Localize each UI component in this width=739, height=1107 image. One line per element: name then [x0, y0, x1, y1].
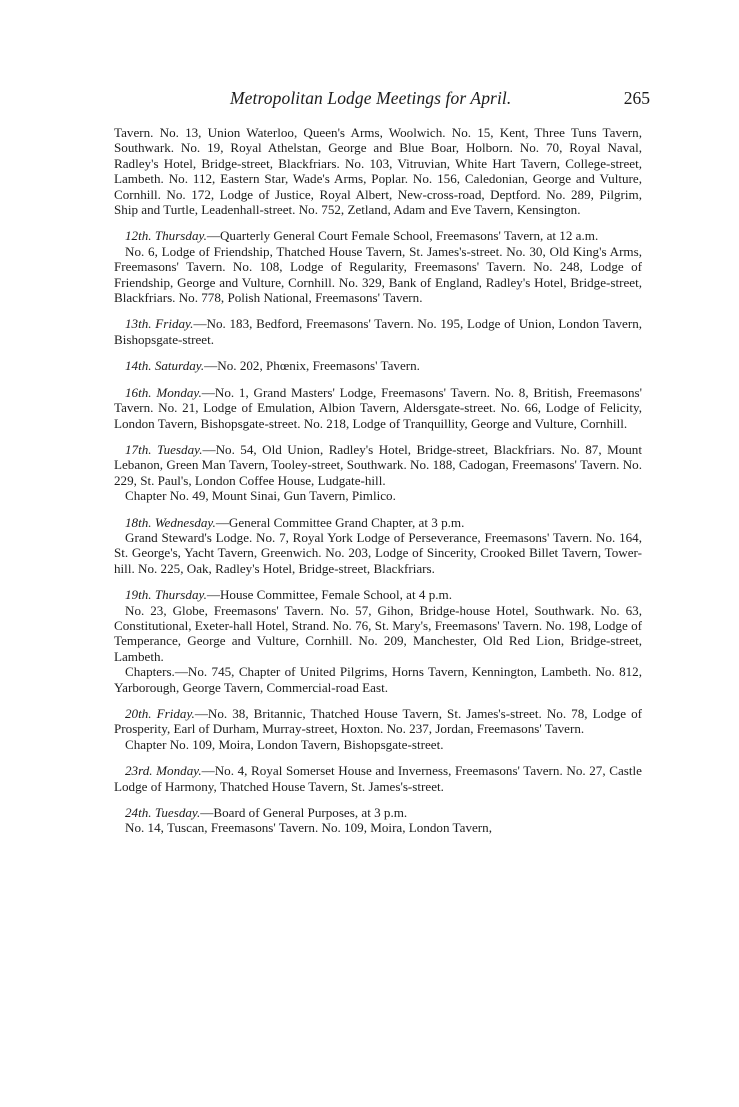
meeting-entry [114, 515, 642, 577]
meeting-entry [114, 587, 642, 695]
meeting-entry [114, 358, 642, 373]
meeting-entry [114, 706, 642, 752]
entry-paragraph [114, 385, 642, 431]
entry-paragraph [114, 664, 642, 695]
entry-date-day: 17th. Tuesday. [125, 441, 203, 457]
entry-text: No. 23, Globe, Freemasons' Tavern. No. 57, Gihon, Bridge-house Hotel, Southwark. No. 63, Constitutional, Exeter-hall Hotel, Strand. No. 76, St. Mary's, Freemasons' Tavern. No. 198, Lodge of Temperance, George and Vulture, Cornhill. No. 209, Manchester, Old Red Lion, Bridge-street, Lambeth. [114, 602, 642, 664]
entry-text: —Quarterly General Court Female School, Freemasons' Tavern, at 12 a.m. [206, 228, 599, 244]
entry-date-day: 23rd. Monday. [125, 763, 202, 779]
entry-paragraph [114, 244, 642, 306]
entry-text: No. 14, Tuscan, Freemasons' Tavern. No. 109, Moira, London Tavern, [125, 820, 492, 836]
entry-text: —No. 1, Grand Masters' Lodge, Freemasons' Tavern. No. 8, British, Freemasons' Tavern. No. 21, Lodge of Emulation, Albion Tavern, Aldersgate-street. No. 66, Lodge of Felicity, London Tavern, Bishopsgate-street. No. 218, Lodge of Tranquillity, George and Vulture, Cornhill. [114, 384, 642, 431]
entry-text: Chapter No. 49, Mount Sinai, Gun Tavern, Pimlico. [125, 488, 396, 504]
entry-paragraph [114, 442, 642, 488]
entry-date-day: 18th. Wednesday. [125, 514, 216, 530]
entry-text: —No. 54, Old Union, Radley's Hotel, Bridge-street, Blackfriars. No. 87, Mount Lebanon, Green Man Tavern, Tooley-street, Southwark. No. 188, Cadogan, Freemasons' Tavern. No. 229, St. Paul's, London Coffee House, Ludgate-hill. [114, 441, 642, 488]
entry-paragraph [114, 737, 642, 752]
entry-text: —Board of General Purposes, at 3 p.m. [200, 805, 408, 821]
entry-text: Tavern. No. 13, Union Waterloo, Queen's Arms, Woolwich. No. 15, Kent, Three Tuns Tavern, Southwark. No. 19, Royal Athelstan, George and Blue Boar, Holborn. No. 70, Royal Naval, Radley's Hotel, Bridge-street, Blackfriars. No. 103, Vitruvian, White Hart Tavern, College-street, Lambeth. No. 112, Eastern Star, Wade's Arms, Poplar. No. 156, Caledonian, George and Vulture, Cornhill. No. 172, Lodge of Justice, Royal Albert, New-cross-road, Deptford. No. 289, Pilgrim, Ship and Turtle, Leadenhall-street. No. 752, Zetland, Adam and Eve Tavern, Kensington. [114, 125, 642, 218]
entry-text: Chapter No. 109, Moira, London Tavern, Bishopsgate-street. [125, 736, 444, 752]
entry-paragraph [114, 358, 642, 373]
meeting-entry [114, 125, 642, 217]
entry-date-day: 14th. Saturday. [125, 358, 205, 374]
entry-text: Grand Steward's Lodge. No. 7, Royal York Lodge of Perseverance, Freemasons' Tavern. No. 164, St. George's, Yacht Tavern, Greenwich. No. 203, Lodge of Sincerity, Crooked Billet Tavern, Tower-hill. No. 225, Oak, Radley's Hotel, Bridge-street, Blackfriars. [114, 529, 642, 576]
entry-paragraph [114, 530, 642, 576]
entry-text: —House Committee, Female School, at 4 p.m. [206, 587, 452, 603]
entry-paragraph [114, 706, 642, 737]
entry-text: —No. 4, Royal Somerset House and Inverness, Freemasons' Tavern. No. 27, Castle Lodge of Harmony, Thatched House Tavern, St. James's-street. [114, 763, 642, 794]
entry-paragraph [114, 125, 642, 217]
page-number: 265 [623, 88, 650, 108]
entry-paragraph [114, 488, 642, 503]
page-title: Metropolitan Lodge Meetings for April. [230, 88, 512, 108]
entry-paragraph [114, 763, 642, 794]
meeting-entry [114, 805, 642, 836]
entry-text: No. 6, Lodge of Friendship, Thatched House Tavern, St. James's-street. No. 30, Old King's Arms, Freemasons' Tavern. No. 108, Lodge of Regularity, Freemasons' Tavern. No. 248, Lodge of Friendship, George and Vulture, Cornhill. No. 329, Bank of England, Radley's Hotel, Bridge-street, Blackfriars. No. 778, Polish National, Freemasons' Tavern. [114, 243, 642, 306]
entry-paragraph [114, 228, 642, 243]
entry-date-day: 12th. Thursday. [125, 228, 207, 244]
meeting-entry [114, 763, 642, 794]
entry-date-day: 13th. Friday. [125, 316, 194, 332]
entry-date-day: 16th. Monday. [125, 384, 202, 400]
entry-paragraph [114, 515, 642, 530]
entry-date-day: 20th. Friday. [125, 706, 195, 721]
entry-text: Chapters.—No. 745, Chapter of United Pilgrims, Horns Tavern, Kennington, Lambeth. No. 812, Yarborough, George Tavern, Commercial-road East. [114, 664, 642, 695]
meeting-entry [114, 442, 642, 504]
running-header [230, 88, 650, 112]
entry-paragraph [114, 603, 642, 665]
page-body [114, 125, 642, 847]
meeting-entry [114, 316, 642, 347]
entry-text: —No. 183, Bedford, Freemasons' Tavern. No. 195, Lodge of Union, London Tavern, Bishopsgate-street. [114, 316, 643, 347]
entry-date-day: 24th. Tuesday. [125, 805, 201, 821]
entry-paragraph [114, 316, 642, 347]
entry-paragraph [114, 820, 642, 835]
entry-text: —General Committee Grand Chapter, at 3 p.m. [215, 514, 465, 530]
entry-paragraph [114, 805, 642, 820]
entry-date-day: 19th. Thursday. [125, 587, 207, 603]
entry-paragraph [114, 587, 642, 602]
meeting-entry [114, 385, 642, 431]
meeting-entry [114, 228, 642, 305]
entry-text: —No. 202, Phœnix, Freemasons' Tavern. [204, 358, 420, 374]
entry-text: —No. 38, Britannic, Thatched House Tavern, St. James's-street. No. 78, Lodge of Prosperity, Earl of Durham, Murray-street, Hoxton. No. 237, Jordan, Freemasons' Tavern. [114, 706, 643, 737]
